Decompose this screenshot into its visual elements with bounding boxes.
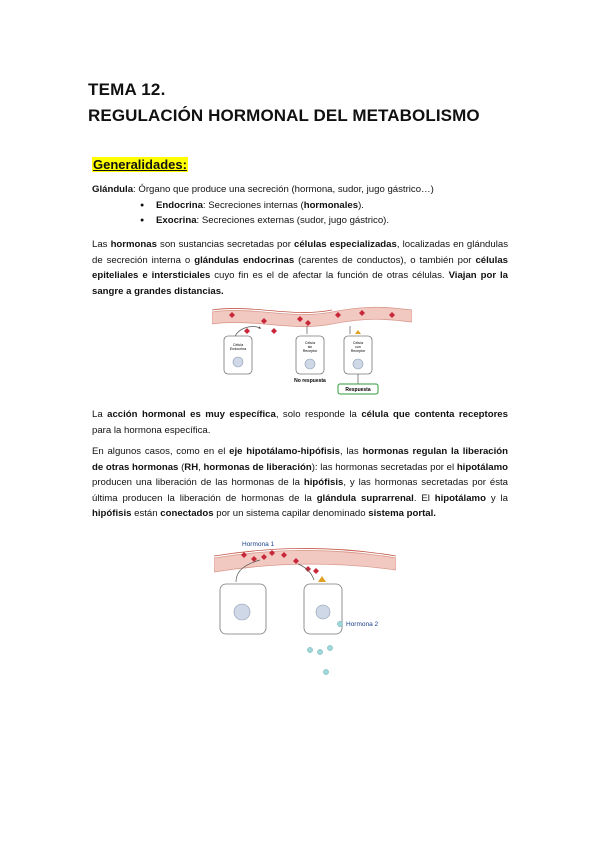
svg-text:Endocrina: Endocrina: [229, 347, 247, 351]
svg-text:Receptor: Receptor: [302, 349, 318, 353]
section-heading: Generalidades:: [93, 157, 187, 172]
hormone-transport-figure: [212, 298, 412, 400]
gland-type-list: [140, 198, 389, 228]
svg-text:sin: sin: [307, 345, 313, 349]
topic-number: TEMA 12.: [88, 80, 166, 99]
axis-paragraph: En algunos casos, como en el eje hipotálamo-hipófisis, las hormonas regulan la liberación de otras hormonas (RH, hormonas de liberación): las hormonas secretadas por el hipotálamo producen una liberación de las hormonas de la hipófisis, y las hormonas secretadas por ésta última producen la liberación de hormonas de la glándula suprarrenal. El hipotálamo y la hipófisis están conectados por un sistema capilar denominado sistema portal.: [92, 446, 509, 520]
no-response-label: No respuesta: [294, 378, 326, 384]
hormone-cascade-figure: [214, 538, 396, 680]
hormone-2-label: Hormona 2: [346, 621, 379, 628]
glandula-text: : Órgano que produce una secreción (hormona, sudor, jugo gástrico…): [133, 184, 434, 195]
blood-vessel: [214, 550, 396, 572]
glandula-term: Glándula: [92, 184, 134, 195]
hormones-paragraph: Las hormonas son sustancias secretadas por células especializadas, localizadas en glándulas de secreción interna o glándulas endocrinas (carentes de conductos), o también por células epiteliales e intersticiales cuyo fin es el de afectar la función de otras células. Viajan por la sangre a grandes distancias.: [92, 239, 508, 297]
response-label: Respuesta: [345, 387, 371, 393]
svg-text:Célula: Célula: [232, 343, 244, 347]
hormone-1-label: Hormona 1: [242, 541, 275, 548]
glandula-definition: [92, 182, 508, 198]
endocrine-cell: [224, 336, 252, 374]
blood-vessel: [212, 307, 412, 326]
specificity-paragraph: La acción hormonal es muy específica, solo responde la célula que contenta receptores para la hormona específica.: [92, 409, 508, 436]
svg-text:Célula: Célula: [352, 341, 364, 345]
page-title: REGULACIÓN HORMONAL DEL METABOLISMO: [88, 106, 480, 125]
svg-text:con: con: [355, 345, 361, 349]
list-item: ● Endocrina: Secreciones internas (hormonales).: [140, 198, 389, 213]
svg-text:Receptor: Receptor: [350, 349, 366, 353]
svg-text:Célula: Célula: [304, 341, 316, 345]
list-item: ● Exocrina: Secreciones externas (sudor, jugo gástrico).: [140, 213, 389, 228]
hormone-2-molecules: [307, 645, 332, 674]
